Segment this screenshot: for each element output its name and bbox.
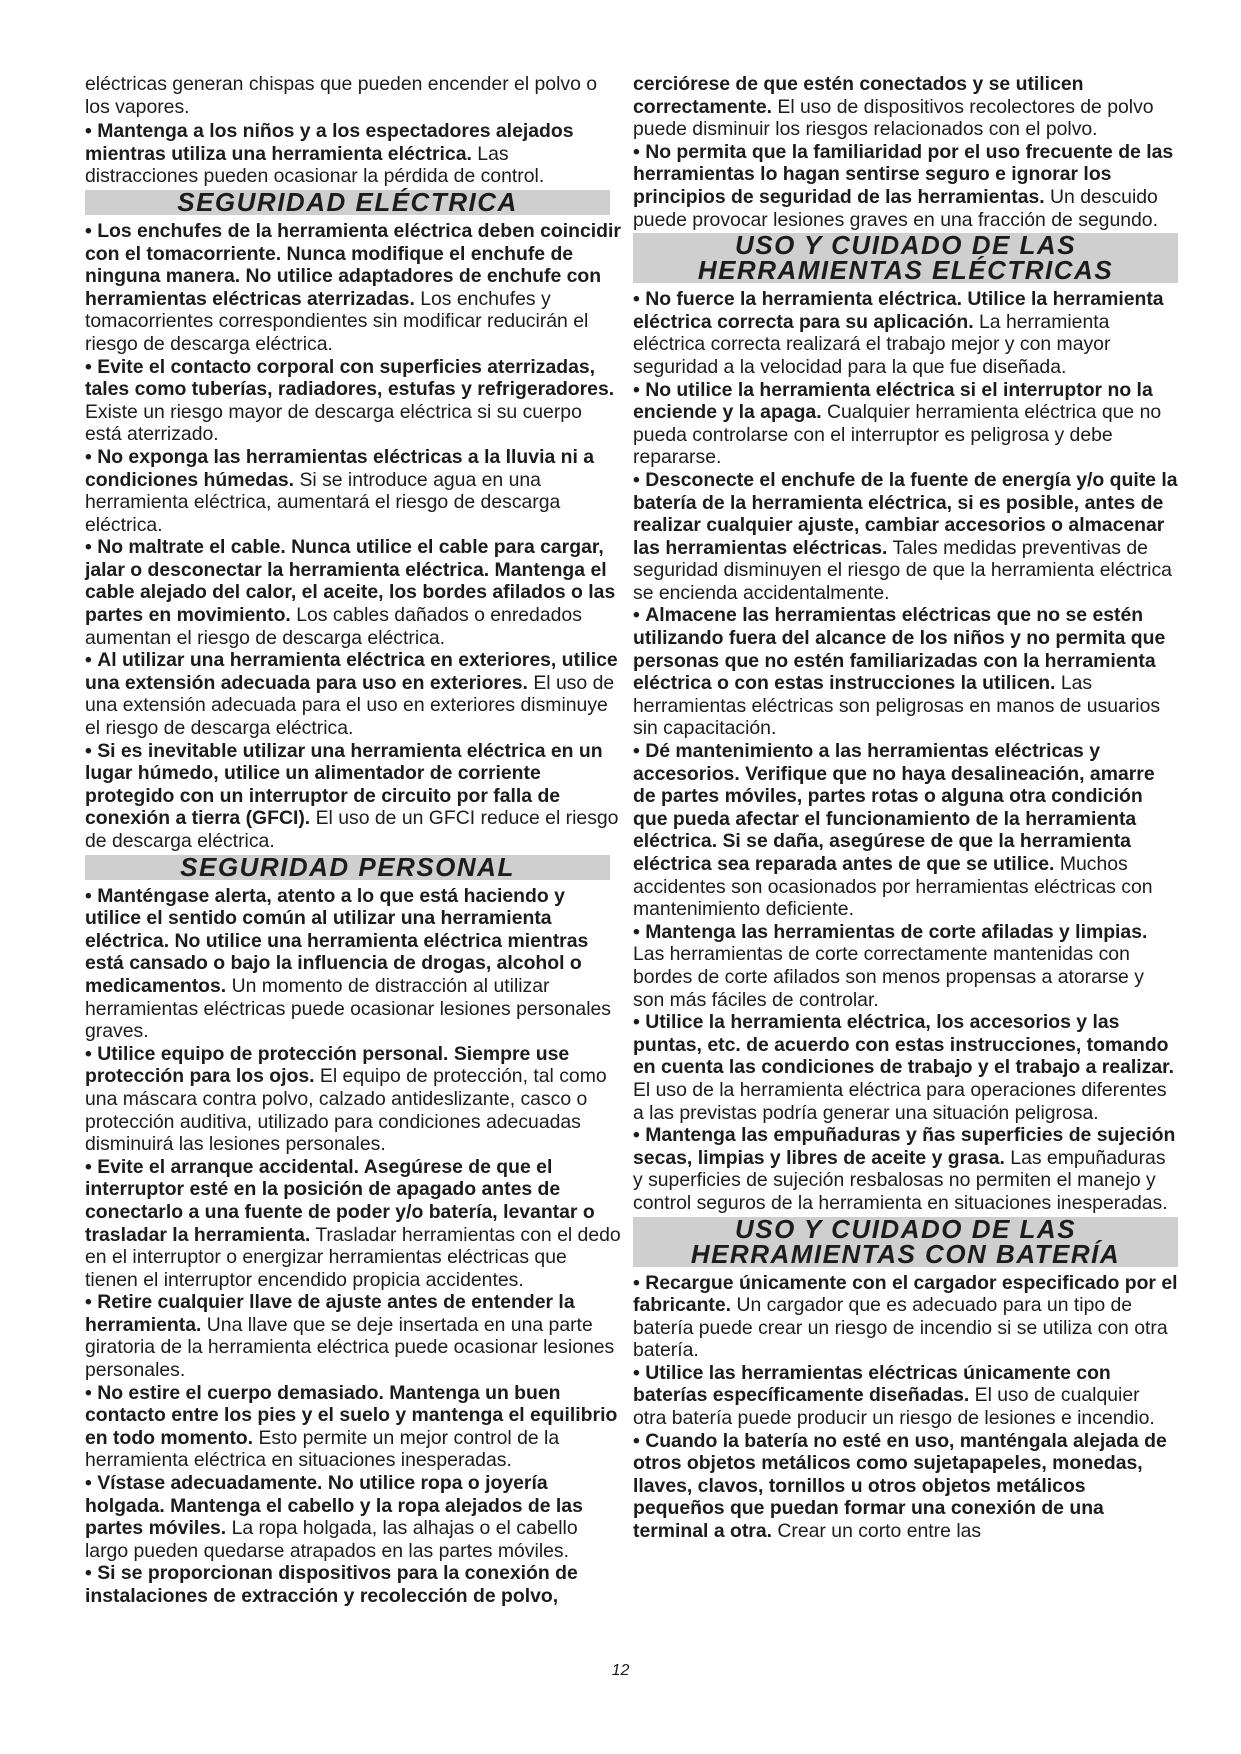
list-item: • Utilice equipo de protección personal. Siempre use protección para los ojos. El equipo de protección, tal como una máscara contra polvo, calzado antideslizante, casco o protección auditiva, utilizado para condiciones adecuadas disminuirá las lesiones personales. bbox=[85, 1043, 622, 1156]
intro-text: eléctricas generan chispas que pueden encender el polvo o los vapores. bbox=[85, 73, 598, 118]
page-number: 12 bbox=[611, 1662, 630, 1679]
list-item: • Mantenga las empuñaduras y ñas superficies de sujeción secas, limpias y libres de aceite y grasa. Las empuñaduras y superficies de sujeción resbalosas no permiten el manejo y control seguros de la herramienta en situaciones inesperadas. bbox=[633, 1124, 1178, 1214]
section-heading-line: USO Y CUIDADO DE LAS bbox=[734, 230, 1077, 261]
list-item: • Almacene las herramientas eléctricas que no se estén utilizando fuera del alcance de los niños y no permita que personas que no estén familiarizadas con la herramienta eléctrica o con estas instrucciones la utilicen. Las herramientas eléctricas son peligrosas en manos de usuarios sin capacitación. bbox=[633, 604, 1178, 740]
list-item: • Recargue únicamente con el cargador especificado por el fabricante. Un cargador que es adecuado para un tipo de batería puede crear un riesgo de incendio si se utiliza con otra batería. bbox=[633, 1272, 1178, 1362]
section-heading-line: HERRAMIENTAS CON BATERÍA bbox=[690, 1238, 1121, 1269]
continuation-text: cerciórese de que estén conectados y se utilicen correctamente. El uso de dispositivos recolectores de polvo puede disminuir los riesgos relacionados con el polvo. bbox=[633, 73, 1154, 141]
section-heading-line: HERRAMIENTAS ELÉCTRICAS bbox=[697, 255, 1114, 286]
list-item: • No exponga las herramientas eléctricas a la lluvia ni a condiciones húmedas. Si se introduce agua en una herramienta eléctrica, aumentará el riesgo de descarga eléctrica. bbox=[85, 446, 622, 536]
section-heading-line: USO Y CUIDADO DE LAS bbox=[734, 1213, 1077, 1244]
list-item: • Dé mantenimiento a las herramientas eléctricas y accesorios. Verifique que no haya desalineación, amarre de partes móviles, partes rotas o alguna otra condición que pueda afectar el funcionamiento de la herramienta eléctrica. Si se daña, asegúrese de que la herramienta eléctrica sea reparada antes de que se utilice. Muchos accidentes son ocasionados por herramientas eléctricas con mantenimiento deficiente. bbox=[633, 740, 1178, 921]
section-heading-personal-safety: SEGURIDAD PERSONAL bbox=[85, 855, 610, 880]
list-item: • No utilice la herramienta eléctrica si el interruptor no la enciende y la apaga. Cualquier herramienta eléctrica que no pueda controlarse con el interruptor es peligrosa y debe repararse. bbox=[633, 379, 1178, 469]
list-item: • Si se proporcionan dispositivos para la conexión de instalaciones de extracción y recolección de polvo, bbox=[85, 1562, 622, 1607]
list-item: • Vístase adecuadamente. No utilice ropa o joyería holgada. Mantenga el cabello y la ropa alejados de las partes móviles. La ropa holgada, las alhajas o el cabello largo pueden quedarse atrapados en las partes móviles. bbox=[85, 1472, 622, 1562]
left-column bbox=[85, 73, 622, 1608]
list-item: • Cuando la batería no esté en uso, manténgala alejada de otros objetos metálicos como sujetapapeles, monedas, llaves, clavos, tornillos u otros objetos metálicos pequeños que puedan formar una conexión de una terminal a otra. Crear un corto entre las bbox=[633, 1430, 1178, 1543]
list-item: • Si es inevitable utilizar una herramienta eléctrica en un lugar húmedo, utilice un alimentador de corriente protegido con un interruptor de circuito por falla de conexión a tierra (GFCI). El uso de un GFCI reduce el riesgo de descarga eléctrica. bbox=[85, 740, 622, 853]
list-item: • Manténgase alerta, atento a lo que está haciendo y utilice el sentido común al utilizar una herramienta eléctrica. No utilice una herramienta eléctrica mientras está cansado o bajo la influencia de drogas, alcohol o medicamentos. Un momento de distracción al utilizar herramientas eléctricas puede ocasionar lesiones personales graves. bbox=[85, 885, 622, 1043]
list-item: • Mantenga las herramientas de corte afiladas y limpias.Las herramientas de corte correctamente mantenidas con bordes de corte afilados son menos propensas a atorarse y son más fáciles de controlar. bbox=[633, 921, 1178, 1011]
list-item: • Evite el contacto corporal con superficies aterrizadas, tales como tuberías, radiadores, estufas y refrigeradores.Existe un riesgo mayor de descarga eléctrica si su cuerpo está aterrizado. bbox=[85, 356, 622, 446]
section-heading-power-tool-use bbox=[633, 230, 1178, 286]
list-item: • Los enchufes de la herramienta eléctrica deben coincidir con el tomacorriente. Nunca modifique el enchufe de ninguna manera. No utilice adaptadores de enchufe con herramientas eléctricas aterrizadas. Los enchufes y tomacorrientes correspondientes sin modificar reducirán el riesgo de descarga eléctrica. bbox=[85, 220, 622, 356]
section-heading-electrical-safety: SEGURIDAD ELÉCTRICA bbox=[85, 190, 610, 215]
list-item: • No permita que la familiaridad por el uso frecuente de las herramientas lo hagan sentirse seguro e ignorar los principios de seguridad de las herramientas. Un descuido puede provocar lesiones graves en una fracción de segundo. bbox=[633, 141, 1178, 231]
list-item: • Evite el arranque accidental. Asegúrese de que el interruptor esté en la posición de apagado antes de conectarlo a una fuente de poder y/o batería, levantar o trasladar la herramienta. Trasladar herramientas con el dedo en el interruptor o energizar herramientas eléctricas que tienen el interruptor encendido propicia accidentes. bbox=[85, 1156, 622, 1292]
list-item: • Utilice las herramientas eléctricas únicamente con baterías específicamente diseñadas. El uso de cualquier otra batería puede producir un riesgo de lesiones e incendio. bbox=[633, 1362, 1178, 1430]
right-column bbox=[633, 73, 1178, 1543]
list-item: • Desconecte el enchufe de la fuente de energía y/o quite la batería de la herramienta eléctrica, si es posible, antes de realizar cualquier ajuste, cambiar accesorios o almacenar las herramientas eléctricas. Tales medidas preventivas de seguridad disminuyen el riesgo de que la herramienta eléctrica se encienda accidentalmente. bbox=[633, 469, 1178, 605]
list-item: • No fuerce la herramienta eléctrica. Utilice la herramienta eléctrica correcta para su aplicación. La herramienta eléctrica correcta realizará el trabajo mejor y con mayor seguridad a la velocidad para la que fue diseñada. bbox=[633, 288, 1178, 378]
list-item: • Mantenga a los niños y a los espectadores alejados mientras utiliza una herramienta eléctrica. Las distracciones pueden ocasionar la pérdida de control. bbox=[85, 120, 622, 188]
list-item: • Retire cualquier llave de ajuste antes de entender la herramienta. Una llave que se deje insertada en una parte giratoria de la herramienta eléctrica puede ocasionar lesiones personales. bbox=[85, 1291, 622, 1381]
list-item: • No maltrate el cable. Nunca utilice el cable para cargar, jalar o desconectar la herramienta eléctrica. Mantenga el cable alejado del calor, el aceite, los bordes afilados o las partes en movimiento. Los cables dañados o enredados aumentan el riesgo de descarga eléctrica. bbox=[85, 536, 622, 649]
list-item: • No estire el cuerpo demasiado. Mantenga un buen contacto entre los pies y el suelo y mantenga el equilibrio en todo momento. Esto permite un mejor control de la herramienta eléctrica en situaciones inesperadas. bbox=[85, 1382, 622, 1472]
list-item: • Utilice la herramienta eléctrica, los accesorios y las puntas, etc. de acuerdo con estas instrucciones, tomando en cuenta las condiciones de trabajo y el trabajo a realizar.El uso de la herramienta eléctrica para operaciones diferentes a las previstas podría generar una situación peligrosa. bbox=[633, 1011, 1178, 1124]
section-heading-battery-tool-use bbox=[633, 1213, 1178, 1269]
list-item: • Al utilizar una herramienta eléctrica en exteriores, utilice una extensión adecuada para uso en exteriores. El uso de una extensión adecuada para el uso en exteriores disminuye el riesgo de descarga eléctrica. bbox=[85, 649, 622, 739]
